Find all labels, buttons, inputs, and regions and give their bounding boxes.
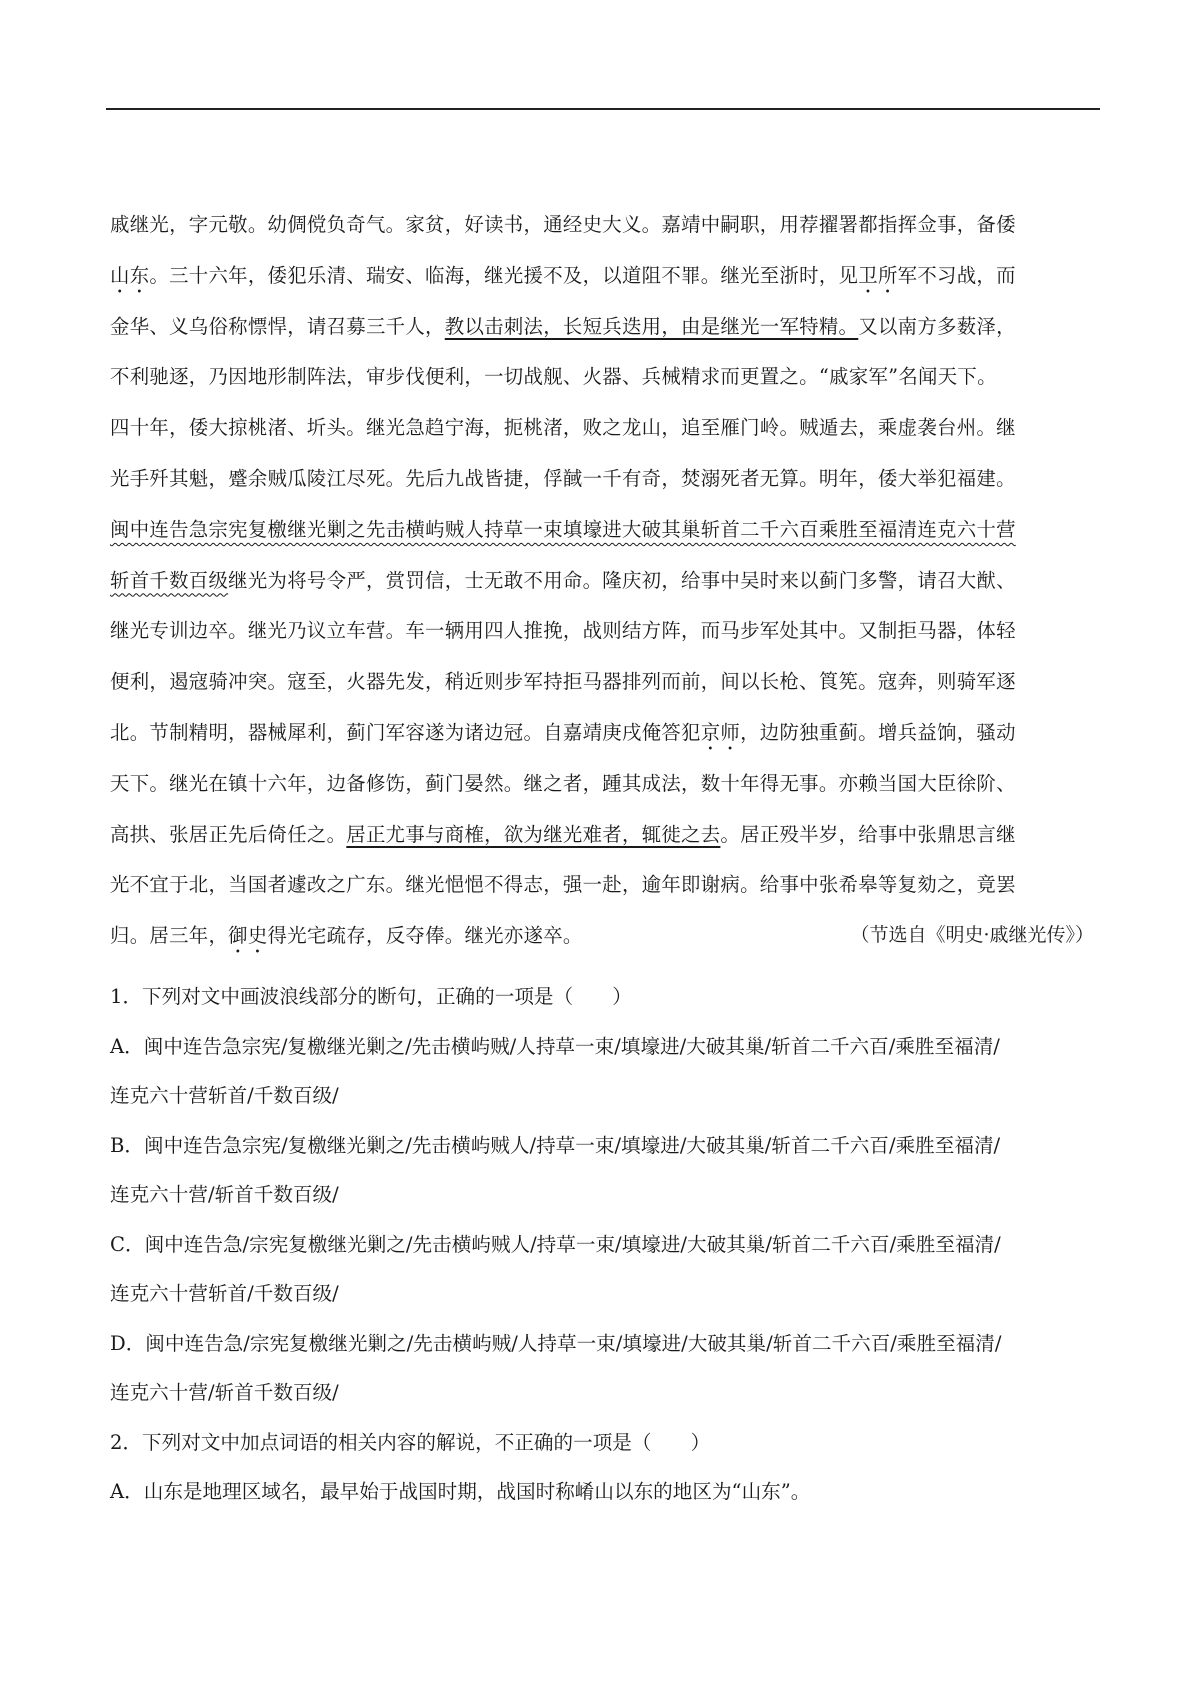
passage-line: 天下。继光在镇十六年，边备修饬，蓟门晏然。继之者，踵其成法，数十年得无事。亦赖当国大臣徐阶、 bbox=[110, 771, 1016, 795]
passage-line: 不利驰逐，乃因地形制阵法，审步伐便利，一切战舰、火器、兵械精求而更置之。“戚家军”名闻天下。 bbox=[110, 365, 997, 389]
underlined-sentence: 教以击刺法，长短兵迭用，由是继光一军特精。 bbox=[444, 314, 859, 338]
passage-line: 继光专训边卒。继光乃议立车营。车一辆用四人推挽，战则结方阵，而马步军处其中。又制拒马器，体轻 bbox=[110, 619, 1016, 643]
header-rule bbox=[106, 108, 1100, 110]
dotted-term: 御史 bbox=[228, 924, 268, 948]
wavy-underlined-text: 闽中连告急宗宪复檄继光剿之先击横屿贼人持草一束填壕进大破其巢斩首二千六百乘胜至福清连克六十营 bbox=[110, 517, 1016, 541]
passage-line: 山东。三十六年，倭犯乐清、瑞安、临海，继光援不及，以道阻不罪。继光至浙时，见卫所军不习战，而 bbox=[110, 263, 1016, 287]
question-2-option-a: A．山东是地理区域名，最早始于战国时期，战国时称崤山以东的地区为“山东”。 bbox=[110, 1480, 811, 1503]
question-1-option-a: A．闽中连告急宗宪/复檄继光剿之/先击横屿贼/人持草一束/填壕进/大破其巢/斩首二千六百/乘胜至福清/ bbox=[110, 1034, 1000, 1058]
question-1-option-b: B．闽中连告急宗宪/复檄继光剿之/先击横屿贼人/持草一束/填壕进/大破其巢/斩首二千六百/乘胜至福清/ bbox=[110, 1133, 1001, 1157]
question-1-option-a-cont: 连克六十营斩首/千数百级/ bbox=[110, 1084, 339, 1107]
dotted-term: 山东 bbox=[110, 263, 150, 287]
passage-line: 归。居三年，御史得光宅疏存，反夺俸。继光亦遂卒。 bbox=[110, 924, 583, 948]
classical-passage bbox=[110, 200, 1095, 962]
underlined-sentence: 居正尤事与商榷，欲为继光难者，辄徙之去 bbox=[346, 822, 721, 846]
passage-line: 戚继光，字元敬。幼倜傥负奇气。家贫，好读书，通经史大义。嘉靖中嗣职，用荐擢署都指挥佥事，备倭 bbox=[110, 213, 1016, 236]
question-1-option-b-cont: 连克六十营/斩首千数百级/ bbox=[110, 1183, 339, 1206]
questions-section bbox=[110, 972, 1100, 1517]
question-1-option-c-cont: 连克六十营斩首/千数百级/ bbox=[110, 1282, 339, 1305]
dotted-term: 京师 bbox=[700, 720, 741, 744]
passage-line: 金华、义乌俗称慓悍，请召募三千人，教以击刺法，长短兵迭用，由是继光一军特精。又以南方多薮泽， bbox=[110, 314, 1016, 338]
question-1-stem: 1．下列对文中画波浪线部分的断句，正确的一项是（ ） bbox=[110, 985, 632, 1008]
question-2-stem: 2．下列对文中加点词语的相关内容的解说，不正确的一项是（ ） bbox=[110, 1430, 711, 1454]
passage-line: 光手歼其魁，蹙余贼瓜陵江尽死。先后九战皆捷，俘馘一千有奇，焚溺死者无算。明年，倭大举犯福建。 bbox=[110, 466, 1016, 490]
passage-line: 北。节制精明，器械犀利，蓟门军容遂为诸边冠。自嘉靖庚戌俺答犯京师，边防独重蓟。增兵益饷，骚动 bbox=[110, 720, 1016, 744]
passage-line: 光不宜于北，当国者遽改之广东。继光悒悒不得志，强一赴，逾年即谢病。给事中张希皋等复劾之，竟罢 bbox=[110, 873, 1016, 897]
wavy-underlined-text: 斩首千数百级 bbox=[110, 568, 229, 592]
question-1-option-d: D．闽中连告急/宗宪复檄继光剿之/先击横屿贼/人持草一束/填壕进/大破其巢/斩首二千六百/乘胜至福清/ bbox=[110, 1331, 1002, 1355]
passage-line: 高拱、张居正先后倚任之。居正尤事与商榷，欲为继光难者，辄徙之去。居正殁半岁，给事中张鼎思言继 bbox=[110, 822, 1016, 846]
passage-line: 四十年，倭大掠桃渚、圻头。继光急趋宁海，扼桃渚，败之龙山，追至雁门岭。贼遁去，乘虚袭台州。继 bbox=[110, 416, 1016, 440]
dotted-term: 卫所 bbox=[858, 263, 898, 287]
passage-line: 斩首千数百级继光为将号令严，赏罚信，士无敢不用命。隆庆初，给事中吴时来以蓟门多警，请召大猷、 bbox=[110, 568, 1016, 592]
question-1-option-d-cont: 连克六十营/斩首千数百级/ bbox=[110, 1381, 339, 1404]
passage-line bbox=[110, 505, 1095, 556]
source-citation: （节选自《明史·戚继光传》） bbox=[850, 924, 1094, 946]
question-1-option-c: C．闽中连告急/宗宪复檄继光剿之/先击横屿贼人/持草一束/填壕进/大破其巢/斩首二千六百/乘胜至福清/ bbox=[110, 1232, 1001, 1256]
passage-line: 便利，遏寇骑冲突。寇至，火器先发，稍近则步军持拒马器排列而前，间以长枪、筤筅。寇奔，则骑军逐 bbox=[110, 670, 1016, 694]
